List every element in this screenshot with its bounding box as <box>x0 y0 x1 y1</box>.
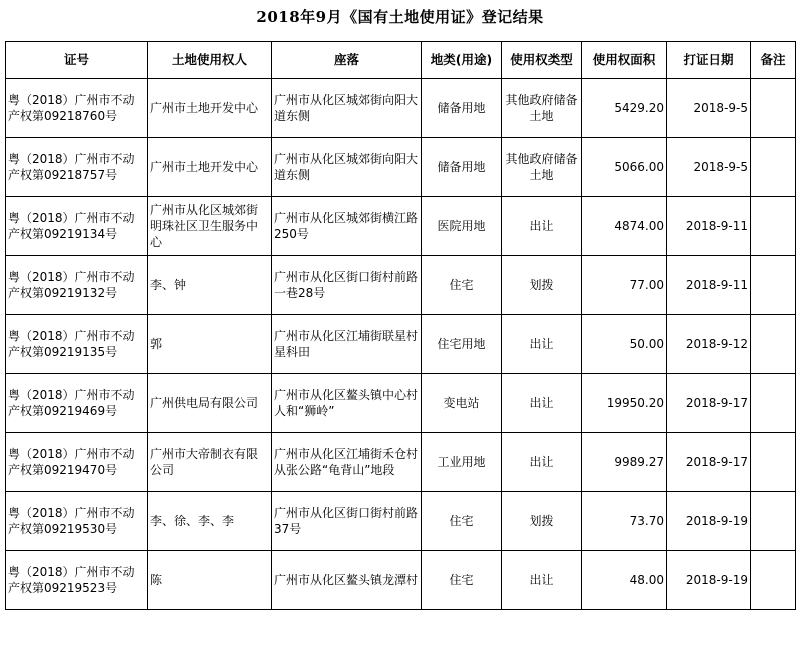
cell-right-type: 划拨 <box>502 492 582 551</box>
table-row <box>6 492 796 551</box>
cell-cert: 粤（2018）广州市不动产权第09218757号 <box>6 138 148 197</box>
column-header-location: 座落 <box>272 42 422 79</box>
cell-holder: 广州市大帝制衣有限公司 <box>148 433 272 492</box>
cell-location: 广州市从化区城郊街横江路250号 <box>272 197 422 256</box>
cell-use: 储备用地 <box>422 138 502 197</box>
cell-note <box>751 138 796 197</box>
cell-use: 住宅 <box>422 551 502 610</box>
cell-date: 2018-9-11 <box>667 197 751 256</box>
column-header-holder: 土地使用权人 <box>148 42 272 79</box>
cell-date: 2018-9-12 <box>667 315 751 374</box>
cell-cert: 粤（2018）广州市不动产权第09219523号 <box>6 551 148 610</box>
table-row <box>6 197 796 256</box>
cell-holder: 李、徐、李、李 <box>148 492 272 551</box>
cell-note <box>751 433 796 492</box>
cell-area: 77.00 <box>582 256 667 315</box>
cell-holder: 广州供电局有限公司 <box>148 374 272 433</box>
cell-area: 9989.27 <box>582 433 667 492</box>
cell-right-type: 出让 <box>502 315 582 374</box>
registration-table <box>5 41 796 610</box>
page-title: 2018年9月《国有土地使用证》登记结果 <box>256 8 544 26</box>
cell-right-type: 其他政府储备土地 <box>502 79 582 138</box>
cell-right-type: 出让 <box>502 374 582 433</box>
cell-area: 19950.20 <box>582 374 667 433</box>
cell-area: 5066.00 <box>582 138 667 197</box>
table-row <box>6 374 796 433</box>
cell-location: 广州市从化区鳌头镇龙潭村 <box>272 551 422 610</box>
table-row <box>6 551 796 610</box>
cell-cert: 粤（2018）广州市不动产权第09218760号 <box>6 79 148 138</box>
cell-location: 广州市从化区城郊街向阳大道东侧 <box>272 79 422 138</box>
cell-holder: 李、钟 <box>148 256 272 315</box>
cell-area: 73.70 <box>582 492 667 551</box>
cell-use: 住宅 <box>422 492 502 551</box>
cell-date: 2018-9-17 <box>667 433 751 492</box>
cell-date: 2018-9-11 <box>667 256 751 315</box>
cell-location: 广州市从化区鳌头镇中心村人和“狮岭” <box>272 374 422 433</box>
table-row <box>6 315 796 374</box>
column-header-date: 打证日期 <box>667 42 751 79</box>
cell-right-type: 出让 <box>502 197 582 256</box>
cell-location: 广州市从化区街口街村前路一巷28号 <box>272 256 422 315</box>
cell-use: 住宅用地 <box>422 315 502 374</box>
cell-right-type: 出让 <box>502 433 582 492</box>
table-row <box>6 79 796 138</box>
cell-area: 50.00 <box>582 315 667 374</box>
cell-note <box>751 374 796 433</box>
cell-note <box>751 551 796 610</box>
cell-cert: 粤（2018）广州市不动产权第09219132号 <box>6 256 148 315</box>
cell-cert: 粤（2018）广州市不动产权第09219469号 <box>6 374 148 433</box>
cell-right-type: 划拨 <box>502 256 582 315</box>
cell-use: 储备用地 <box>422 79 502 138</box>
cell-note <box>751 492 796 551</box>
cell-use: 工业用地 <box>422 433 502 492</box>
cell-holder: 广州市土地开发中心 <box>148 138 272 197</box>
cell-date: 2018-9-17 <box>667 374 751 433</box>
column-header-area: 使用权面积 <box>582 42 667 79</box>
cell-note <box>751 256 796 315</box>
table-row <box>6 256 796 315</box>
cell-date: 2018-9-19 <box>667 492 751 551</box>
column-header-note: 备注 <box>751 42 796 79</box>
cell-cert: 粤（2018）广州市不动产权第09219530号 <box>6 492 148 551</box>
cell-right-type: 出让 <box>502 551 582 610</box>
cell-note <box>751 197 796 256</box>
cell-use: 变电站 <box>422 374 502 433</box>
column-header-use: 地类(用途) <box>422 42 502 79</box>
cell-cert: 粤（2018）广州市不动产权第09219470号 <box>6 433 148 492</box>
cell-area: 48.00 <box>582 551 667 610</box>
table-row <box>6 138 796 197</box>
cell-holder: 广州市从化区城郊街明珠社区卫生服务中心 <box>148 197 272 256</box>
table-row <box>6 433 796 492</box>
cell-cert: 粤（2018）广州市不动产权第09219134号 <box>6 197 148 256</box>
cell-area: 4874.00 <box>582 197 667 256</box>
cell-note <box>751 79 796 138</box>
cell-date: 2018-9-5 <box>667 138 751 197</box>
cell-note <box>751 315 796 374</box>
cell-date: 2018-9-5 <box>667 79 751 138</box>
cell-use: 医院用地 <box>422 197 502 256</box>
cell-date: 2018-9-19 <box>667 551 751 610</box>
column-header-cert: 证号 <box>6 42 148 79</box>
cell-location: 广州市从化区江埔街禾仓村从张公路“龟背山”地段 <box>272 433 422 492</box>
header-row <box>6 42 796 79</box>
column-header-right-type: 使用权类型 <box>502 42 582 79</box>
cell-holder: 郭 <box>148 315 272 374</box>
cell-area: 5429.20 <box>582 79 667 138</box>
cell-location: 广州市从化区江埔街联星村星科田 <box>272 315 422 374</box>
cell-holder: 广州市土地开发中心 <box>148 79 272 138</box>
cell-holder: 陈 <box>148 551 272 610</box>
cell-right-type: 其他政府储备土地 <box>502 138 582 197</box>
cell-use: 住宅 <box>422 256 502 315</box>
cell-cert: 粤（2018）广州市不动产权第09219135号 <box>6 315 148 374</box>
cell-location: 广州市从化区城郊街向阳大道东侧 <box>272 138 422 197</box>
cell-location: 广州市从化区街口街村前路37号 <box>272 492 422 551</box>
